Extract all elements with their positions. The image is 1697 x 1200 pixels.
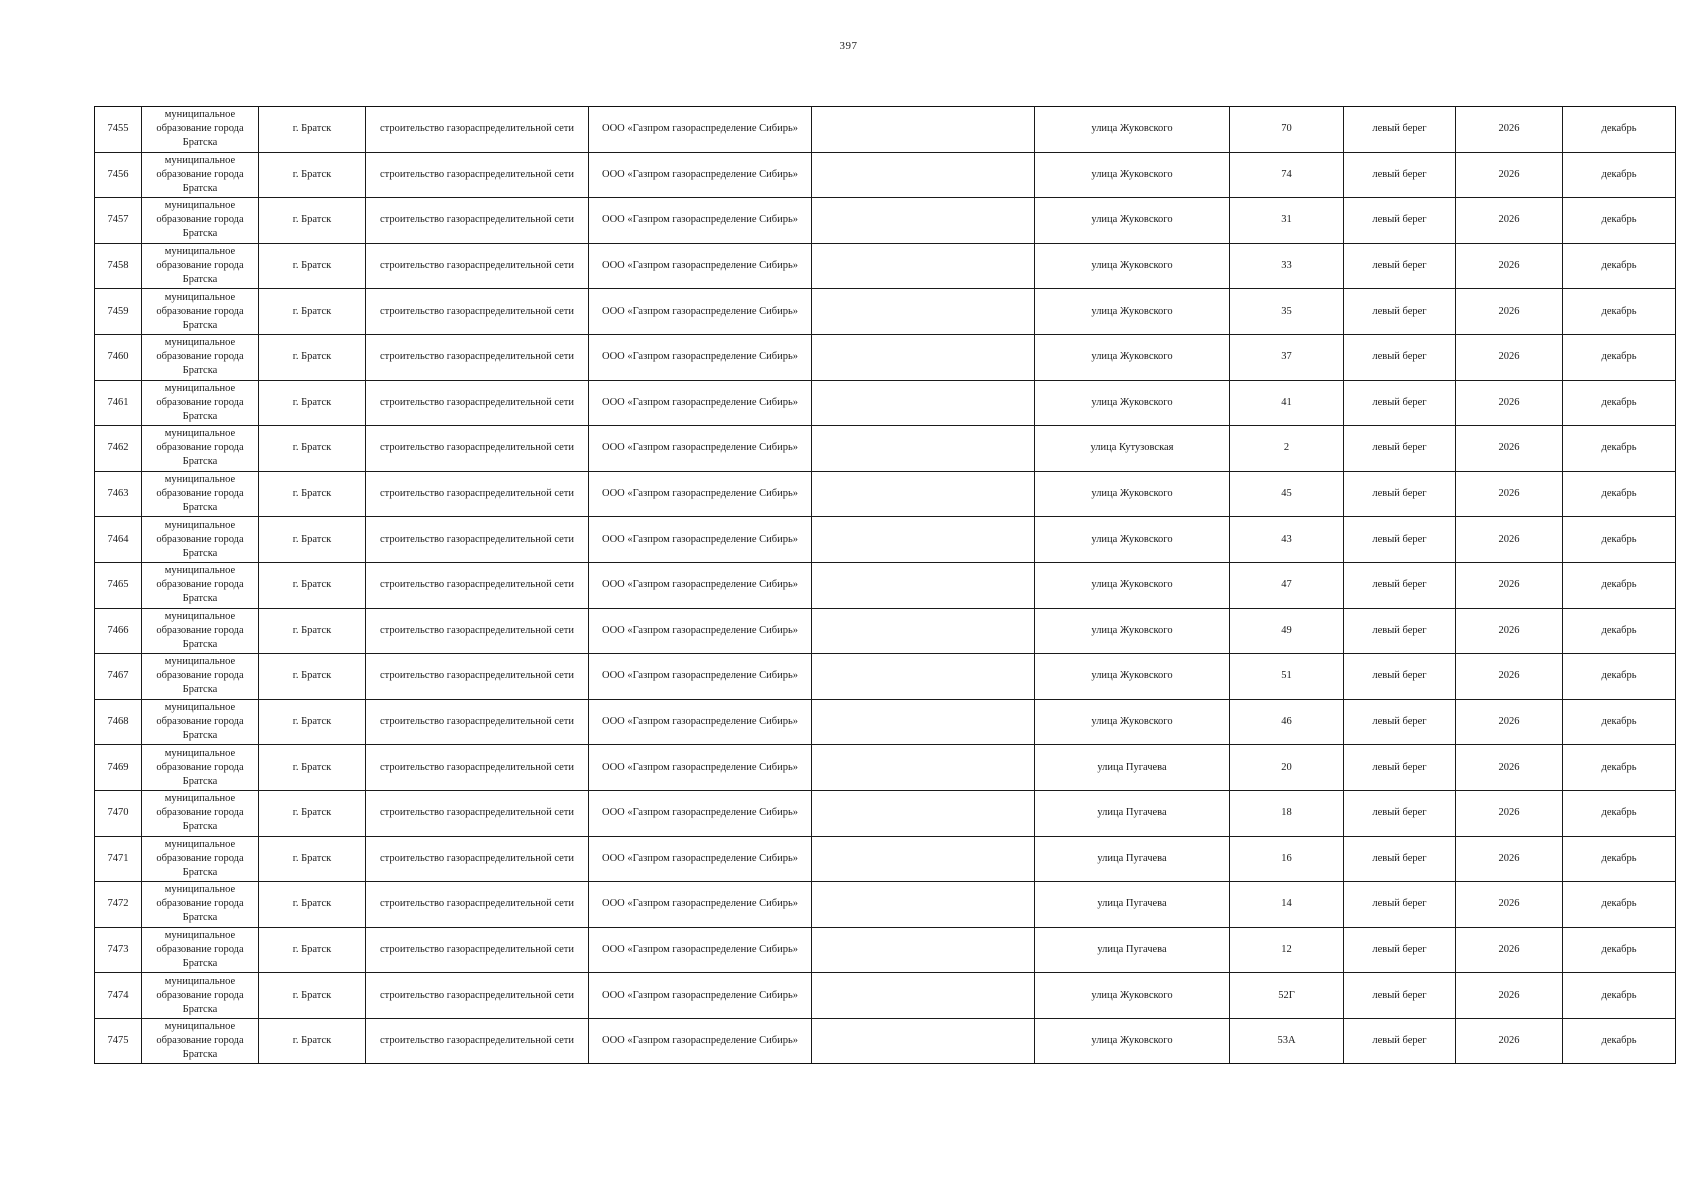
month-cell: декабрь	[1563, 198, 1676, 244]
month-cell: декабрь	[1563, 608, 1676, 654]
house-number-cell: 12	[1230, 927, 1344, 973]
year-cell: 2026	[1456, 973, 1563, 1019]
empty-cell	[812, 471, 1035, 517]
street-cell: улица Жуковского	[1035, 654, 1230, 700]
municipality-cell: муниципальное образование города Братска	[142, 882, 259, 928]
empty-cell	[812, 243, 1035, 289]
year-cell: 2026	[1456, 882, 1563, 928]
table-row	[95, 699, 1676, 745]
street-cell: улица Жуковского	[1035, 152, 1230, 198]
house-number-cell: 43	[1230, 517, 1344, 563]
table-row	[95, 517, 1676, 563]
house-number-cell: 18	[1230, 790, 1344, 836]
empty-cell	[812, 973, 1035, 1019]
work-type-cell: строительство газораспределительной сети	[366, 334, 589, 380]
year-cell: 2026	[1456, 289, 1563, 335]
river-bank-cell: левый берег	[1344, 380, 1456, 426]
house-number-cell: 53А	[1230, 1018, 1344, 1064]
street-cell: улица Жуковского	[1035, 107, 1230, 153]
house-number-cell: 14	[1230, 882, 1344, 928]
house-number-cell: 52Г	[1230, 973, 1344, 1019]
table-row	[95, 882, 1676, 928]
organization-cell: ООО «Газпром газораспределение Сибирь»	[589, 107, 812, 153]
river-bank-cell: левый берег	[1344, 471, 1456, 517]
work-type-cell: строительство газораспределительной сети	[366, 790, 589, 836]
year-cell: 2026	[1456, 745, 1563, 791]
street-cell: улица Кутузовская	[1035, 426, 1230, 472]
house-number-cell: 41	[1230, 380, 1344, 426]
municipality-cell: муниципальное образование города Братска	[142, 745, 259, 791]
street-cell: улица Пугачева	[1035, 745, 1230, 791]
municipality-cell: муниципальное образование города Братска	[142, 1018, 259, 1064]
month-cell: декабрь	[1563, 927, 1676, 973]
table-row	[95, 836, 1676, 882]
empty-cell	[812, 1018, 1035, 1064]
organization-cell: ООО «Газпром газораспределение Сибирь»	[589, 198, 812, 244]
row-number-cell: 7466	[95, 608, 142, 654]
house-number-cell: 35	[1230, 289, 1344, 335]
street-cell: улица Жуковского	[1035, 471, 1230, 517]
year-cell: 2026	[1456, 927, 1563, 973]
municipality-cell: муниципальное образование города Братска	[142, 517, 259, 563]
city-cell: г. Братск	[259, 745, 366, 791]
house-number-cell: 74	[1230, 152, 1344, 198]
municipality-cell: муниципальное образование города Братска	[142, 426, 259, 472]
river-bank-cell: левый берег	[1344, 243, 1456, 289]
work-type-cell: строительство газораспределительной сети	[366, 243, 589, 289]
table-row	[95, 745, 1676, 791]
organization-cell: ООО «Газпром газораспределение Сибирь»	[589, 608, 812, 654]
month-cell: декабрь	[1563, 836, 1676, 882]
city-cell: г. Братск	[259, 790, 366, 836]
page-number: 397	[839, 40, 858, 52]
river-bank-cell: левый берег	[1344, 654, 1456, 700]
table-row	[95, 562, 1676, 608]
house-number-cell: 47	[1230, 562, 1344, 608]
row-number-cell: 7455	[95, 107, 142, 153]
empty-cell	[812, 198, 1035, 244]
river-bank-cell: левый берег	[1344, 152, 1456, 198]
empty-cell	[812, 334, 1035, 380]
empty-cell	[812, 654, 1035, 700]
organization-cell: ООО «Газпром газораспределение Сибирь»	[589, 426, 812, 472]
row-number-cell: 7470	[95, 790, 142, 836]
city-cell: г. Братск	[259, 1018, 366, 1064]
organization-cell: ООО «Газпром газораспределение Сибирь»	[589, 471, 812, 517]
house-number-cell: 45	[1230, 471, 1344, 517]
table-row	[95, 198, 1676, 244]
river-bank-cell: левый берег	[1344, 973, 1456, 1019]
organization-cell: ООО «Газпром газораспределение Сибирь»	[589, 334, 812, 380]
year-cell: 2026	[1456, 152, 1563, 198]
city-cell: г. Братск	[259, 198, 366, 244]
municipality-cell: муниципальное образование города Братска	[142, 198, 259, 244]
table-row	[95, 927, 1676, 973]
empty-cell	[812, 562, 1035, 608]
municipality-cell: муниципальное образование города Братска	[142, 699, 259, 745]
month-cell: декабрь	[1563, 562, 1676, 608]
house-number-cell: 37	[1230, 334, 1344, 380]
month-cell: декабрь	[1563, 380, 1676, 426]
year-cell: 2026	[1456, 517, 1563, 563]
river-bank-cell: левый берег	[1344, 107, 1456, 153]
organization-cell: ООО «Газпром газораспределение Сибирь»	[589, 836, 812, 882]
organization-cell: ООО «Газпром газораспределение Сибирь»	[589, 745, 812, 791]
empty-cell	[812, 836, 1035, 882]
organization-cell: ООО «Газпром газораспределение Сибирь»	[589, 790, 812, 836]
street-cell: улица Жуковского	[1035, 380, 1230, 426]
empty-cell	[812, 882, 1035, 928]
work-type-cell: строительство газораспределительной сети	[366, 699, 589, 745]
registry-table	[94, 106, 1676, 1064]
organization-cell: ООО «Газпром газораспределение Сибирь»	[589, 654, 812, 700]
empty-cell	[812, 289, 1035, 335]
river-bank-cell: левый берег	[1344, 836, 1456, 882]
month-cell: декабрь	[1563, 334, 1676, 380]
month-cell: декабрь	[1563, 790, 1676, 836]
row-number-cell: 7456	[95, 152, 142, 198]
month-cell: декабрь	[1563, 152, 1676, 198]
empty-cell	[812, 745, 1035, 791]
organization-cell: ООО «Газпром газораспределение Сибирь»	[589, 699, 812, 745]
organization-cell: ООО «Газпром газораспределение Сибирь»	[589, 973, 812, 1019]
empty-cell	[812, 107, 1035, 153]
table-row	[95, 107, 1676, 153]
municipality-cell: муниципальное образование города Братска	[142, 289, 259, 335]
organization-cell: ООО «Газпром газораспределение Сибирь»	[589, 882, 812, 928]
month-cell: декабрь	[1563, 654, 1676, 700]
municipality-cell: муниципальное образование города Братска	[142, 334, 259, 380]
city-cell: г. Братск	[259, 471, 366, 517]
row-number-cell: 7464	[95, 517, 142, 563]
table-row	[95, 608, 1676, 654]
city-cell: г. Братск	[259, 562, 366, 608]
work-type-cell: строительство газораспределительной сети	[366, 927, 589, 973]
municipality-cell: муниципальное образование города Братска	[142, 654, 259, 700]
year-cell: 2026	[1456, 562, 1563, 608]
city-cell: г. Братск	[259, 517, 366, 563]
empty-cell	[812, 517, 1035, 563]
row-number-cell: 7471	[95, 836, 142, 882]
work-type-cell: строительство газораспределительной сети	[366, 152, 589, 198]
row-number-cell: 7458	[95, 243, 142, 289]
work-type-cell: строительство газораспределительной сети	[366, 973, 589, 1019]
table-row	[95, 654, 1676, 700]
row-number-cell: 7462	[95, 426, 142, 472]
work-type-cell: строительство газораспределительной сети	[366, 882, 589, 928]
house-number-cell: 70	[1230, 107, 1344, 153]
street-cell: улица Жуковского	[1035, 1018, 1230, 1064]
year-cell: 2026	[1456, 699, 1563, 745]
row-number-cell: 7467	[95, 654, 142, 700]
municipality-cell: муниципальное образование города Братска	[142, 243, 259, 289]
organization-cell: ООО «Газпром газораспределение Сибирь»	[589, 380, 812, 426]
month-cell: декабрь	[1563, 426, 1676, 472]
work-type-cell: строительство газораспределительной сети	[366, 471, 589, 517]
street-cell: улица Жуковского	[1035, 289, 1230, 335]
row-number-cell: 7469	[95, 745, 142, 791]
month-cell: декабрь	[1563, 517, 1676, 563]
work-type-cell: строительство газораспределительной сети	[366, 1018, 589, 1064]
city-cell: г. Братск	[259, 426, 366, 472]
year-cell: 2026	[1456, 790, 1563, 836]
municipality-cell: муниципальное образование города Братска	[142, 107, 259, 153]
work-type-cell: строительство газораспределительной сети	[366, 562, 589, 608]
organization-cell: ООО «Газпром газораспределение Сибирь»	[589, 1018, 812, 1064]
river-bank-cell: левый берег	[1344, 334, 1456, 380]
street-cell: улица Жуковского	[1035, 334, 1230, 380]
city-cell: г. Братск	[259, 927, 366, 973]
city-cell: г. Братск	[259, 882, 366, 928]
city-cell: г. Братск	[259, 289, 366, 335]
river-bank-cell: левый берег	[1344, 882, 1456, 928]
empty-cell	[812, 608, 1035, 654]
month-cell: декабрь	[1563, 882, 1676, 928]
river-bank-cell: левый берег	[1344, 198, 1456, 244]
city-cell: г. Братск	[259, 608, 366, 654]
river-bank-cell: левый берег	[1344, 790, 1456, 836]
municipality-cell: муниципальное образование города Братска	[142, 152, 259, 198]
empty-cell	[812, 426, 1035, 472]
work-type-cell: строительство газораспределительной сети	[366, 654, 589, 700]
row-number-cell: 7461	[95, 380, 142, 426]
street-cell: улица Жуковского	[1035, 699, 1230, 745]
municipality-cell: муниципальное образование города Братска	[142, 836, 259, 882]
row-number-cell: 7475	[95, 1018, 142, 1064]
river-bank-cell: левый берег	[1344, 426, 1456, 472]
month-cell: декабрь	[1563, 471, 1676, 517]
house-number-cell: 51	[1230, 654, 1344, 700]
table-row	[95, 380, 1676, 426]
city-cell: г. Братск	[259, 380, 366, 426]
house-number-cell: 46	[1230, 699, 1344, 745]
table-body	[95, 107, 1676, 1064]
city-cell: г. Братск	[259, 654, 366, 700]
work-type-cell: строительство газораспределительной сети	[366, 289, 589, 335]
table-row	[95, 471, 1676, 517]
city-cell: г. Братск	[259, 243, 366, 289]
row-number-cell: 7460	[95, 334, 142, 380]
work-type-cell: строительство газораспределительной сети	[366, 745, 589, 791]
organization-cell: ООО «Газпром газораспределение Сибирь»	[589, 152, 812, 198]
empty-cell	[812, 699, 1035, 745]
work-type-cell: строительство газораспределительной сети	[366, 517, 589, 563]
year-cell: 2026	[1456, 654, 1563, 700]
row-number-cell: 7459	[95, 289, 142, 335]
river-bank-cell: левый берег	[1344, 608, 1456, 654]
house-number-cell: 49	[1230, 608, 1344, 654]
row-number-cell: 7472	[95, 882, 142, 928]
river-bank-cell: левый берег	[1344, 745, 1456, 791]
house-number-cell: 31	[1230, 198, 1344, 244]
year-cell: 2026	[1456, 836, 1563, 882]
year-cell: 2026	[1456, 334, 1563, 380]
month-cell: декабрь	[1563, 973, 1676, 1019]
work-type-cell: строительство газораспределительной сети	[366, 107, 589, 153]
table-row	[95, 426, 1676, 472]
street-cell: улица Пугачева	[1035, 927, 1230, 973]
work-type-cell: строительство газораспределительной сети	[366, 380, 589, 426]
street-cell: улица Жуковского	[1035, 243, 1230, 289]
city-cell: г. Братск	[259, 107, 366, 153]
municipality-cell: муниципальное образование города Братска	[142, 562, 259, 608]
work-type-cell: строительство газораспределительной сети	[366, 836, 589, 882]
row-number-cell: 7473	[95, 927, 142, 973]
year-cell: 2026	[1456, 1018, 1563, 1064]
river-bank-cell: левый берег	[1344, 927, 1456, 973]
house-number-cell: 2	[1230, 426, 1344, 472]
month-cell: декабрь	[1563, 107, 1676, 153]
river-bank-cell: левый берег	[1344, 562, 1456, 608]
city-cell: г. Братск	[259, 973, 366, 1019]
municipality-cell: муниципальное образование города Братска	[142, 471, 259, 517]
table-row	[95, 790, 1676, 836]
table-row	[95, 1018, 1676, 1064]
organization-cell: ООО «Газпром газораспределение Сибирь»	[589, 517, 812, 563]
table-row	[95, 243, 1676, 289]
year-cell: 2026	[1456, 107, 1563, 153]
month-cell: декабрь	[1563, 745, 1676, 791]
municipality-cell: муниципальное образование города Братска	[142, 973, 259, 1019]
table-row	[95, 152, 1676, 198]
city-cell: г. Братск	[259, 699, 366, 745]
work-type-cell: строительство газораспределительной сети	[366, 608, 589, 654]
month-cell: декабрь	[1563, 289, 1676, 335]
municipality-cell: муниципальное образование города Братска	[142, 380, 259, 426]
house-number-cell: 33	[1230, 243, 1344, 289]
organization-cell: ООО «Газпром газораспределение Сибирь»	[589, 289, 812, 335]
month-cell: декабрь	[1563, 1018, 1676, 1064]
year-cell: 2026	[1456, 380, 1563, 426]
house-number-cell: 20	[1230, 745, 1344, 791]
row-number-cell: 7463	[95, 471, 142, 517]
city-cell: г. Братск	[259, 334, 366, 380]
street-cell: улица Пугачева	[1035, 790, 1230, 836]
row-number-cell: 7468	[95, 699, 142, 745]
table-row	[95, 334, 1676, 380]
table-row	[95, 973, 1676, 1019]
city-cell: г. Братск	[259, 152, 366, 198]
municipality-cell: муниципальное образование города Братска	[142, 927, 259, 973]
row-number-cell: 7457	[95, 198, 142, 244]
street-cell: улица Жуковского	[1035, 517, 1230, 563]
street-cell: улица Пугачева	[1035, 836, 1230, 882]
empty-cell	[812, 152, 1035, 198]
municipality-cell: муниципальное образование города Братска	[142, 608, 259, 654]
table-row	[95, 289, 1676, 335]
river-bank-cell: левый берег	[1344, 517, 1456, 563]
organization-cell: ООО «Газпром газораспределение Сибирь»	[589, 243, 812, 289]
work-type-cell: строительство газораспределительной сети	[366, 198, 589, 244]
empty-cell	[812, 790, 1035, 836]
street-cell: улица Жуковского	[1035, 562, 1230, 608]
row-number-cell: 7474	[95, 973, 142, 1019]
year-cell: 2026	[1456, 198, 1563, 244]
year-cell: 2026	[1456, 608, 1563, 654]
year-cell: 2026	[1456, 426, 1563, 472]
empty-cell	[812, 927, 1035, 973]
organization-cell: ООО «Газпром газораспределение Сибирь»	[589, 927, 812, 973]
empty-cell	[812, 380, 1035, 426]
street-cell: улица Жуковского	[1035, 198, 1230, 244]
work-type-cell: строительство газораспределительной сети	[366, 426, 589, 472]
year-cell: 2026	[1456, 243, 1563, 289]
river-bank-cell: левый берег	[1344, 289, 1456, 335]
city-cell: г. Братск	[259, 836, 366, 882]
street-cell: улица Жуковского	[1035, 608, 1230, 654]
river-bank-cell: левый берег	[1344, 699, 1456, 745]
year-cell: 2026	[1456, 471, 1563, 517]
street-cell: улица Жуковского	[1035, 973, 1230, 1019]
river-bank-cell: левый берег	[1344, 1018, 1456, 1064]
month-cell: декабрь	[1563, 243, 1676, 289]
street-cell: улица Пугачева	[1035, 882, 1230, 928]
municipality-cell: муниципальное образование города Братска	[142, 790, 259, 836]
organization-cell: ООО «Газпром газораспределение Сибирь»	[589, 562, 812, 608]
month-cell: декабрь	[1563, 699, 1676, 745]
row-number-cell: 7465	[95, 562, 142, 608]
house-number-cell: 16	[1230, 836, 1344, 882]
